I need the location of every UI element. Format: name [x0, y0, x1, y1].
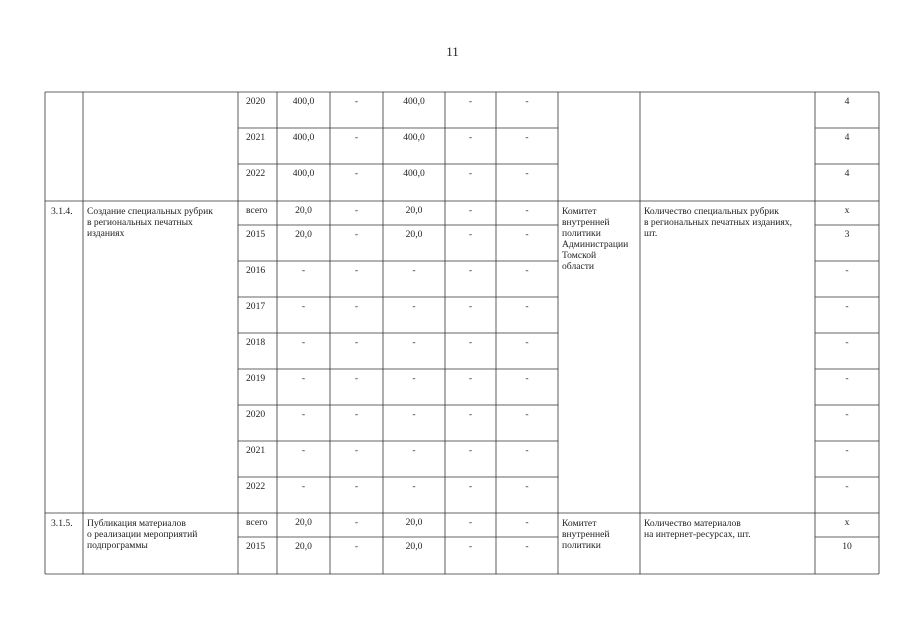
- executor-name-line: Администрации: [562, 239, 629, 250]
- regional-budget-cell: -: [412, 409, 416, 420]
- year-cell: всего: [246, 205, 268, 216]
- extra-budget-cell: -: [525, 205, 529, 216]
- federal-budget-cell: -: [354, 168, 359, 179]
- measure-number: 3.1.4.: [51, 206, 73, 217]
- local-budget-cell: -: [468, 229, 473, 240]
- local-budget-cell: -: [468, 481, 473, 492]
- executor-name-line: области: [562, 261, 595, 272]
- year-cell: 2018: [246, 337, 266, 348]
- federal-budget-cell: -: [354, 481, 359, 492]
- year-cell: 2022: [246, 168, 266, 179]
- federal-budget-cell: -: [354, 301, 359, 312]
- extra-budget-cell: -: [525, 517, 529, 528]
- federal-budget-cell: -: [354, 205, 359, 216]
- year-cell: 2021: [246, 445, 266, 456]
- federal-budget-cell: -: [354, 229, 359, 240]
- indicator-value-cell: 4: [844, 132, 850, 143]
- total-amount-cell: 400,0: [292, 132, 315, 143]
- page-number: 11: [446, 44, 459, 59]
- total-amount-cell: -: [301, 481, 306, 492]
- executor-name: [562, 518, 638, 551]
- regional-budget-cell: -: [412, 481, 416, 492]
- year-cell: 2020: [246, 96, 266, 107]
- total-amount-cell: 400,0: [292, 168, 315, 179]
- local-budget-cell: -: [468, 96, 473, 107]
- measure-name-line: в региональных печатных: [87, 217, 193, 228]
- total-amount-cell: -: [301, 337, 306, 348]
- local-budget-cell: -: [468, 168, 473, 179]
- regional-budget-cell: 20,0: [405, 517, 423, 528]
- indicator-value-cell: х: [844, 205, 850, 216]
- federal-budget-cell: -: [354, 337, 359, 348]
- total-amount-cell: 20,0: [295, 229, 312, 240]
- extra-budget-cell: -: [525, 337, 529, 348]
- measure-name-line: изданиях: [87, 228, 125, 239]
- indicator-name: [644, 518, 811, 540]
- executor-name-line: внутренней: [562, 529, 610, 540]
- federal-budget-cell: -: [354, 265, 359, 276]
- indicator-value-cell: 4: [844, 96, 850, 107]
- indicator-value-cell: -: [845, 265, 849, 276]
- measure-name: [87, 518, 234, 551]
- local-budget-cell: -: [468, 301, 473, 312]
- extra-budget-cell: -: [525, 168, 529, 179]
- year-cell: всего: [246, 517, 268, 528]
- local-budget-cell: -: [468, 409, 473, 420]
- executor-name-line: внутренней: [562, 217, 610, 228]
- executor-name-line: Комитет: [562, 206, 597, 217]
- year-cell: 2022: [246, 481, 266, 492]
- federal-budget-cell: -: [354, 409, 359, 420]
- total-amount-cell: -: [301, 445, 306, 456]
- indicator-name-line: шт.: [644, 228, 658, 239]
- extra-budget-cell: -: [525, 445, 529, 456]
- extra-budget-cell: -: [525, 301, 529, 312]
- measure-name-line: о реализации мероприятий: [87, 529, 198, 540]
- total-amount-cell: 20,0: [295, 205, 312, 216]
- federal-budget-cell: -: [354, 445, 359, 456]
- measure-number: 3.1.5.: [51, 518, 73, 529]
- regional-budget-cell: 20,0: [405, 205, 423, 216]
- indicator-value-cell: -: [845, 481, 849, 492]
- executor-name-line: политики: [562, 228, 601, 239]
- total-amount-cell: -: [301, 373, 306, 384]
- extra-budget-cell: -: [525, 132, 529, 143]
- extra-budget-cell: -: [525, 481, 529, 492]
- total-amount-cell: 400,0: [292, 96, 315, 107]
- year-cell: 2021: [246, 132, 266, 143]
- indicator-name-line: Количество специальных рубрик: [644, 206, 779, 217]
- regional-budget-cell: -: [412, 301, 416, 312]
- regional-budget-cell: -: [412, 265, 416, 276]
- executor-name: [562, 206, 638, 272]
- federal-budget-cell: -: [354, 132, 359, 143]
- local-budget-cell: -: [468, 541, 473, 552]
- indicator-value-cell: -: [845, 337, 849, 348]
- indicator-name-line: Количество материалов: [644, 518, 741, 529]
- local-budget-cell: -: [468, 132, 473, 143]
- total-amount-cell: 20,0: [295, 517, 312, 528]
- year-cell: 2017: [246, 301, 266, 312]
- extra-budget-cell: -: [525, 265, 529, 276]
- total-amount-cell: -: [301, 409, 306, 420]
- indicator-value-cell: -: [845, 301, 849, 312]
- regional-budget-cell: 400,0: [403, 168, 425, 179]
- local-budget-cell: -: [468, 337, 473, 348]
- year-cell: 2015: [246, 229, 266, 240]
- measure-name-line: Публикация материалов: [87, 518, 186, 529]
- total-amount-cell: -: [301, 265, 306, 276]
- regional-budget-cell: 400,0: [403, 96, 425, 107]
- local-budget-cell: -: [468, 265, 473, 276]
- year-cell: 2015: [246, 541, 266, 552]
- total-amount-cell: 20,0: [295, 541, 312, 552]
- regional-budget-cell: -: [412, 337, 416, 348]
- extra-budget-cell: -: [525, 541, 529, 552]
- indicator-value-cell: -: [845, 409, 849, 420]
- local-budget-cell: -: [468, 373, 473, 384]
- indicator-name-line: на интернет-ресурсах, шт.: [644, 529, 751, 540]
- measure-name-line: Создание специальных рубрик: [87, 206, 213, 217]
- year-cell: 2019: [246, 373, 266, 384]
- extra-budget-cell: -: [525, 229, 529, 240]
- indicator-name-line: в региональных печатных изданиях,: [644, 217, 792, 228]
- extra-budget-cell: -: [525, 409, 529, 420]
- indicator-value-cell: х: [844, 517, 850, 528]
- executor-name-line: политики: [562, 540, 601, 551]
- local-budget-cell: -: [468, 445, 473, 456]
- extra-budget-cell: -: [525, 373, 529, 384]
- federal-budget-cell: -: [354, 517, 359, 528]
- regional-budget-cell: -: [412, 445, 416, 456]
- indicator-name: [644, 206, 811, 239]
- local-budget-cell: -: [468, 517, 473, 528]
- regional-budget-cell: 20,0: [405, 229, 423, 240]
- executor-name-line: Томской: [562, 250, 597, 261]
- regional-budget-cell: -: [412, 373, 416, 384]
- indicator-value-cell: 3: [844, 229, 850, 240]
- federal-budget-cell: -: [354, 96, 359, 107]
- indicator-value-cell: 4: [844, 168, 850, 179]
- local-budget-cell: -: [468, 205, 473, 216]
- executor-name-line: Комитет: [562, 518, 597, 529]
- federal-budget-cell: -: [354, 373, 359, 384]
- regional-budget-cell: 400,0: [403, 132, 425, 143]
- indicator-value-cell: -: [845, 445, 849, 456]
- indicator-value-cell: 10: [842, 541, 852, 552]
- measure-name-line: подпрограммы: [87, 540, 148, 551]
- indicator-value-cell: -: [845, 373, 849, 384]
- measure-name: [87, 206, 234, 239]
- total-amount-cell: -: [301, 301, 306, 312]
- year-cell: 2016: [246, 265, 266, 276]
- year-cell: 2020: [246, 409, 266, 420]
- regional-budget-cell: 20,0: [405, 541, 423, 552]
- extra-budget-cell: -: [525, 96, 529, 107]
- federal-budget-cell: -: [354, 541, 359, 552]
